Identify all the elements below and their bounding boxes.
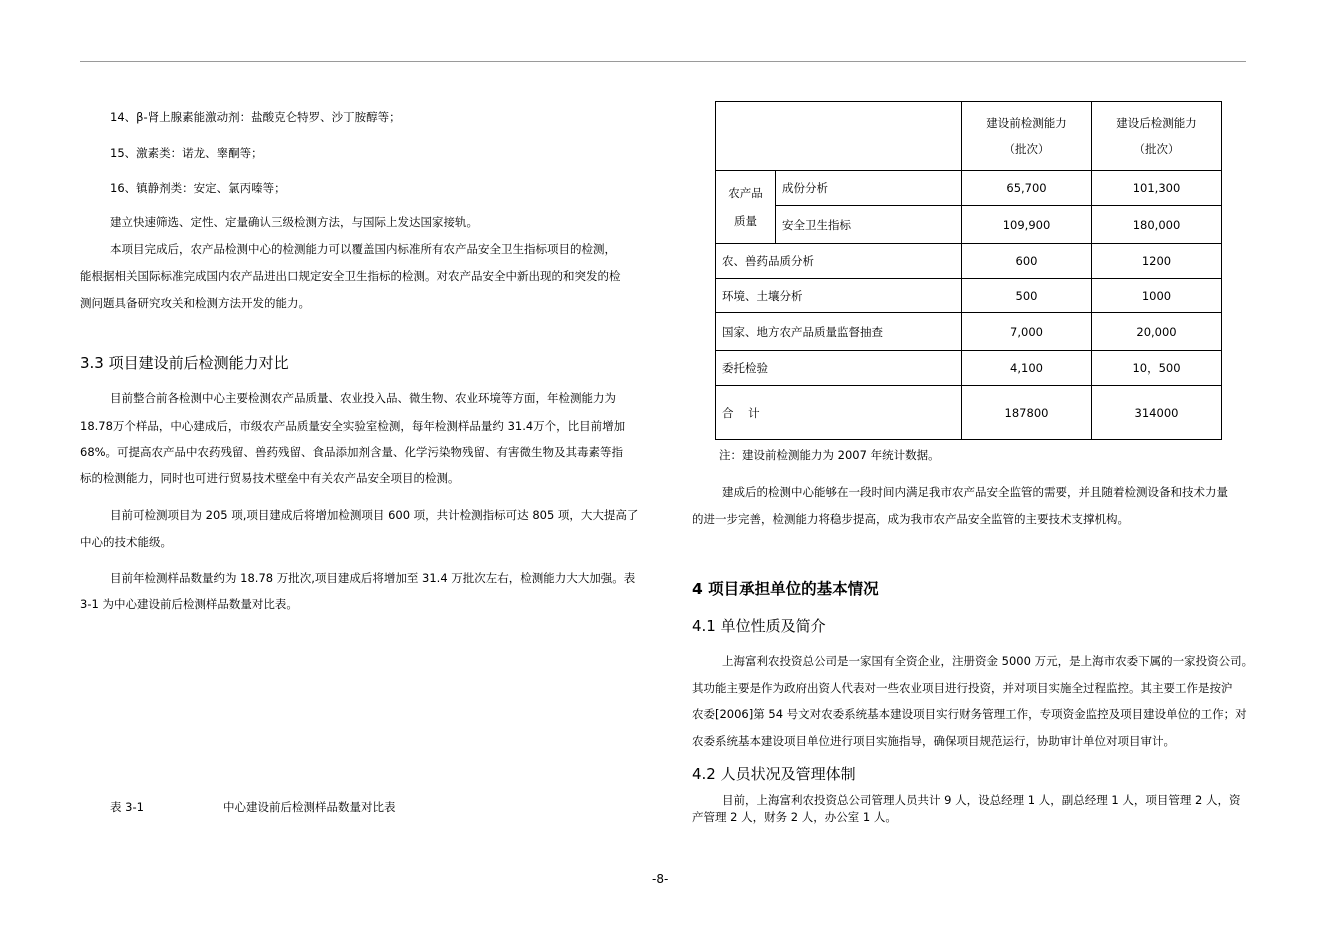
- row-label: 成份分析: [776, 171, 962, 206]
- header-before-line2: （批次）: [1003, 142, 1050, 156]
- row-before: 187800: [962, 386, 1092, 440]
- paragraph-line: 建成后的检测中心能够在一段时间内满足我市农产品安全监管的需要，并且随着检测设备和技术力量: [722, 485, 1228, 499]
- paragraph-line: 本项目完成后，农产品检测中心的检测能力可以覆盖国内标准所有农产品安全卫生指标项目的检测，: [110, 242, 616, 256]
- paragraph: 建立快速筛选、定性、定量确认三级检测方法，与国际上发达国家接轨。: [110, 215, 478, 229]
- row-before: 4,100: [962, 351, 1092, 386]
- paragraph-line: 目前，上海富利农投资总公司管理人员共计 9 人，设总经理 1 人，副总经理 1 人，项目管理 2 人，资: [722, 793, 1241, 807]
- table-header-row: [716, 102, 1222, 171]
- row-before: 500: [962, 279, 1092, 313]
- page-number: -8-: [652, 872, 669, 886]
- paragraph-line: 测问题具备研究攻关和检测方法开发的能力。: [80, 296, 310, 310]
- paragraph-line: 农委系统基本建设项目单位进行项目实施指导，确保项目规范运行，协助审计单位对项目审计。: [692, 734, 1175, 748]
- table-row: [716, 313, 1222, 351]
- table-label: 表 3-1: [110, 800, 144, 814]
- row-before: 600: [962, 244, 1092, 279]
- section-heading-4-2: 4.2 人员状况及管理体制: [692, 765, 856, 783]
- section-heading-4-1: 4.1 单位性质及简介: [692, 617, 826, 635]
- header-after: [1092, 102, 1222, 171]
- header-after-line2: （批次）: [1133, 142, 1180, 156]
- paragraph-line: 农委[2006]第 54 号文对农委系统基本建设项目实行财务管理工作，专项资金监控及项目建设单位的工作；对: [692, 707, 1247, 721]
- paragraph-line: 其功能主要是作为政府出资人代表对一些农业项目进行投资，并对项目实施全过程监控。其主要工作是按沪: [692, 681, 1233, 695]
- header-rule: [80, 61, 1246, 62]
- row-label: 合 计: [716, 386, 962, 440]
- paragraph-line: 中心的技术能级。: [80, 535, 172, 549]
- paragraph-line: 3-1 为中心建设前后检测样品数量对比表。: [80, 597, 298, 611]
- row-before: 7,000: [962, 313, 1092, 351]
- row-before: 65,700: [962, 171, 1092, 206]
- list-item: 14、β-肾上腺素能激动剂：盐酸克仑特罗、沙丁胺醇等；: [110, 110, 401, 124]
- section-heading-4: 4 项目承担单位的基本情况: [692, 580, 879, 598]
- group-label-cell: [716, 171, 776, 244]
- list-item: 15、激素类：诺龙、睾酮等；: [110, 146, 263, 160]
- row-label: 委托检验: [716, 351, 962, 386]
- paragraph-line: 产管理 2 人，财务 2 人，办公室 1 人。: [692, 810, 897, 824]
- header-before-line1: 建设前检测能力: [986, 116, 1067, 130]
- table-row: [716, 279, 1222, 313]
- header-before: [962, 102, 1092, 171]
- paragraph-line: 目前可检测项目为 205 项,项目建成后将增加检测项目 600 项，共计检测指标可达 805 项，大大提高了: [110, 508, 639, 522]
- row-before: 109,900: [962, 206, 1092, 244]
- row-label: 国家、地方农产品质量监督抽查: [716, 313, 962, 351]
- table-row: [716, 351, 1222, 386]
- paragraph-line: 的进一步完善，检测能力将稳步提高，成为我市农产品安全监管的主要技术支撑机构。: [692, 512, 1129, 526]
- row-after: 180,000: [1092, 206, 1222, 244]
- row-after: 20,000: [1092, 313, 1222, 351]
- row-label: 安全卫生指标: [776, 206, 962, 244]
- group-label-line1: 农产品: [728, 186, 763, 200]
- table-row: [716, 171, 1222, 206]
- row-after: 1000: [1092, 279, 1222, 313]
- row-after: 10，500: [1092, 351, 1222, 386]
- header-after-line1: 建设后检测能力: [1116, 116, 1197, 130]
- list-item: 16、镇静剂类：安定、氯丙嗪等；: [110, 181, 286, 195]
- row-after: 314000: [1092, 386, 1222, 440]
- group-label-line2: 质量: [734, 214, 757, 228]
- table-row: [716, 206, 1222, 244]
- paragraph-line: 目前年检测样品数量约为 18.78 万批次,项目建成后将增加至 31.4 万批次左右，检测能力大大加强。表: [110, 571, 636, 585]
- table-note: 注：建设前检测能力为 2007 年统计数据。: [719, 448, 940, 462]
- paragraph-line: 上海富利农投资总公司是一家国有全资企业，注册资金 5000 万元，是上海市农委下属的一家投资公司。: [722, 654, 1254, 668]
- row-after: 1200: [1092, 244, 1222, 279]
- paragraph-line: 能根据相关国际标准完成国内农产品进出口规定安全卫生指标的检测。对农产品安全中新出现的和突发的检: [80, 269, 621, 283]
- paragraph-line: 68%。可提高农产品中农药残留、兽药残留、食品添加剂含量、化学污染物残留、有害微生物及其毒素等指: [80, 445, 624, 459]
- row-label: 农、兽药品质分析: [716, 244, 962, 279]
- capacity-table: [715, 101, 1222, 440]
- paragraph-line: 标的检测能力，同时也可进行贸易技术壁垒中有关农产品安全项目的检测。: [80, 471, 460, 485]
- row-after: 101,300: [1092, 171, 1222, 206]
- header-empty-cell: [716, 102, 962, 171]
- paragraph-line: 18.78万个样品，中心建成后，市级农产品质量安全实验室检测，每年检测样品量约 31.4万个，比目前增加: [80, 419, 626, 433]
- table-caption: 中心建设前后检测样品数量对比表: [223, 800, 396, 814]
- row-label: 环境、土壤分析: [716, 279, 962, 313]
- section-heading-3-3: 3.3 项目建设前后检测能力对比: [80, 354, 289, 372]
- paragraph-line: 目前整合前各检测中心主要检测农产品质量、农业投入品、微生物、农业环境等方面，年检测能力为: [110, 391, 616, 405]
- table-total-row: [716, 386, 1222, 440]
- table-row: [716, 244, 1222, 279]
